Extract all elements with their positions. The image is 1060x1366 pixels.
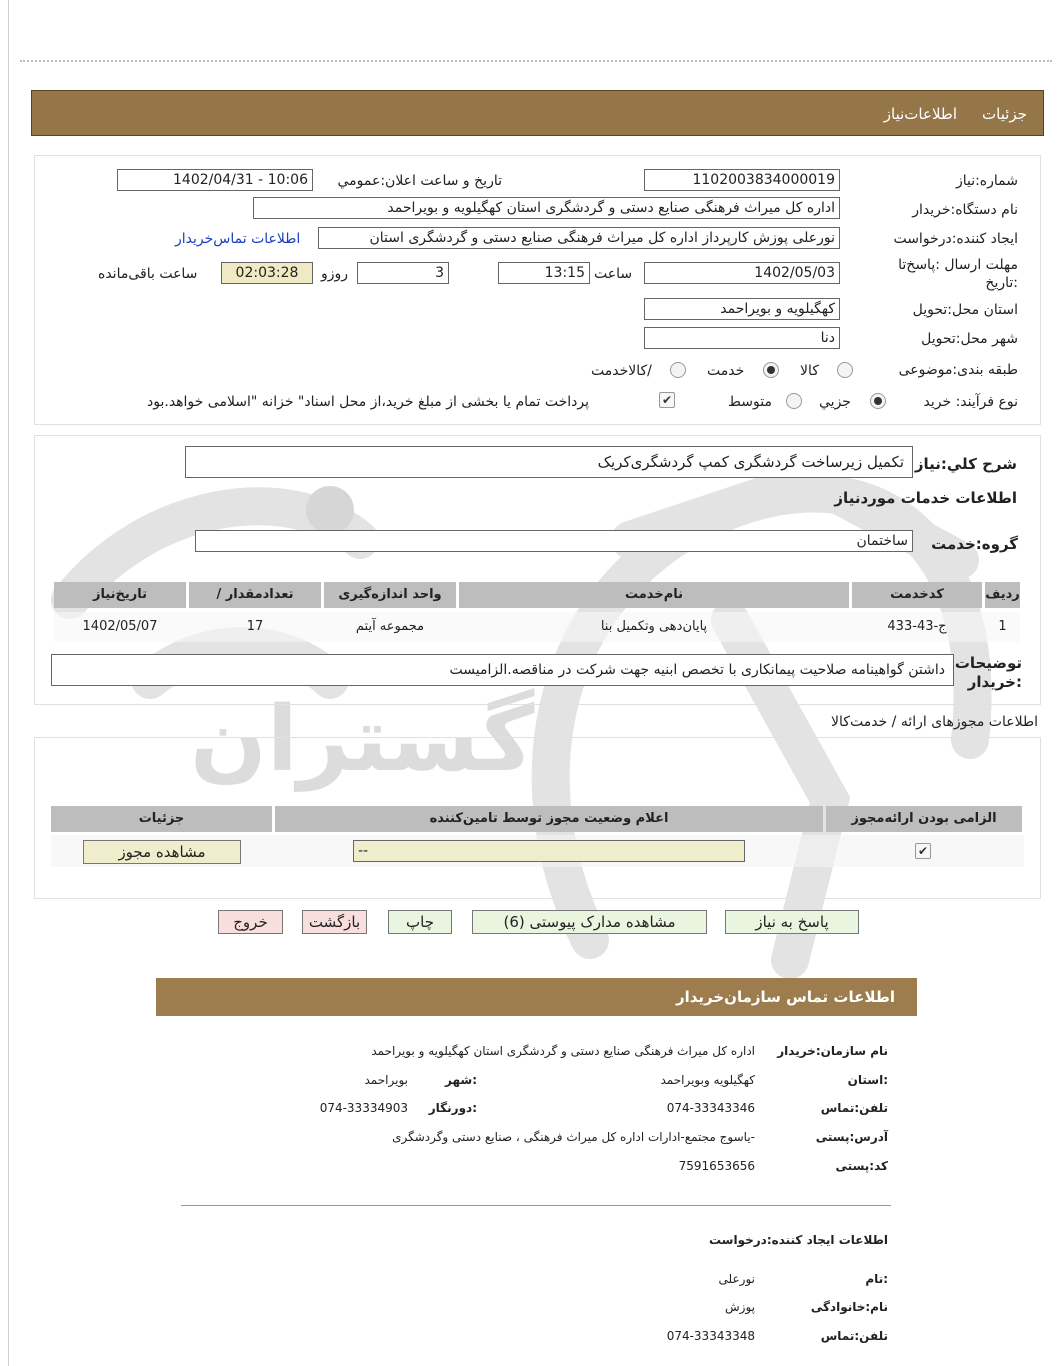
service-group-label: گروه:خدمت: [931, 535, 1018, 553]
creator-name-label: :نام: [865, 1272, 888, 1286]
creator-family-value: پوزش: [725, 1300, 755, 1314]
col-quantity: / تعدادمقدار: [189, 582, 321, 608]
buyer-notes-label: توضیحات: [954, 654, 1022, 672]
process-partial-label: جزیي: [819, 394, 851, 410]
view-permit-button[interactable]: مشاهده مجوز: [83, 840, 241, 864]
remaining-time-field: 02:03:28: [221, 262, 313, 284]
announce-date-label: تاریخ و ساعت اعلان:عمومي: [337, 173, 502, 189]
page-header-bar: [31, 90, 1044, 136]
col-row-number: ردیف: [985, 582, 1020, 608]
page-left-border: [8, 0, 9, 1366]
back-button[interactable]: بازگشت: [302, 910, 367, 934]
contact-org-label: نام سازمان:خریدار: [777, 1044, 888, 1058]
announce-date-field: 1402/04/31 - 10:06: [117, 169, 313, 191]
contact-city-label: :شهر: [445, 1073, 477, 1087]
col-permit-required: الزامی بودن ارائه‌مجوز: [826, 806, 1022, 832]
col-permit-details: جزئیات: [51, 806, 272, 832]
contact-org-value: اداره کل میراث فرهنگی صنایع دستی و گردشگری استان کهگیلویه و بویراحمد: [371, 1044, 755, 1058]
buyer-contact-link[interactable]: اطلاعات تماس‌خریدار: [175, 231, 301, 247]
creator-info-heading: اطلاعات ایجاد کننده:درخواست: [708, 1233, 888, 1247]
category-goods-service-radio[interactable]: [670, 362, 686, 378]
contact-phone-label: تلفن:تماس: [820, 1101, 888, 1115]
delivery-city-label: شهر محل:تحویل: [921, 331, 1018, 347]
permit-status-field: --: [353, 840, 745, 862]
attachments-button[interactable]: مشاهده مدارک پیوستی (6): [472, 910, 707, 934]
tab-details[interactable]: جزئیات: [982, 105, 1027, 123]
contact-postal-value: 7591653656: [678, 1159, 755, 1173]
contact-address-label: آدرس:پستی: [815, 1130, 888, 1144]
payment-note-label: پرداخت تمام یا بخشی از مبلغ خرید،از محل اسناد" خزانه "اسلامی خواهد.بود: [147, 394, 590, 410]
contact-fax-label: :دورنگار: [428, 1101, 477, 1115]
category-goods-radio[interactable]: [837, 362, 853, 378]
contact-bar: [156, 978, 917, 1016]
need-info-panel: [34, 155, 1041, 425]
contact-phone-value: 074-33343346: [666, 1101, 755, 1115]
category-goods-service-label: /کالاخدمت: [591, 363, 652, 379]
creator-phone-value: 074-33343348: [666, 1329, 755, 1343]
buyer-notes-field: داشتن گواهینامه صلاحیت پیمانکاری با تخصص ابنیه جهت شرکت در مناقصه.الزامیست: [51, 654, 954, 686]
deadline-label-date: :تاریخ: [985, 275, 1018, 291]
deadline-label: مهلت ارسال :پاسخ‌تا: [898, 257, 1018, 273]
need-number-label: شماره:نیاز: [955, 173, 1018, 189]
deadline-time-field: 13:15: [498, 262, 590, 284]
creator-name-value: نورعلی: [718, 1272, 755, 1286]
delivery-province-label: استان محل:تحویل: [912, 302, 1018, 318]
delivery-province-field: کهگیلویه و بویراحمد: [644, 298, 840, 320]
permit-required-checkbox: ✔: [915, 843, 931, 859]
contact-province-value: کهگیلویه وبویراحمد: [660, 1073, 755, 1087]
creator-family-label: نام:خانوادگی: [810, 1300, 888, 1314]
contact-divider: [181, 1205, 891, 1206]
watermark-text: گستران: [190, 687, 535, 792]
process-medium-radio[interactable]: [786, 393, 802, 409]
need-number-field: 1102003834000019: [644, 169, 840, 191]
category-service-label: خدمت: [707, 363, 745, 379]
need-title-field: تکمیل زیرساخت گردشگری کمپ گردشگری‌کریک: [185, 446, 913, 478]
cell-service-name: پایان‌دهی وتکمیل بنا: [600, 619, 708, 634]
category-goods-label: کالا: [800, 363, 819, 379]
cell-need-date: 1402/05/07: [82, 619, 158, 634]
creator-field: نورعلی پوزش کارپرداز اداره کل میراث فرهنگی صنایع دستی و گردشگری استان: [318, 227, 840, 249]
category-service-radio[interactable]: [763, 362, 779, 378]
col-permit-status: اعلام وضعیت مجوز توسط تامین‌کننده: [275, 806, 823, 832]
reply-button[interactable]: پاسخ به نیاز: [725, 910, 859, 934]
tab-need-info[interactable]: اطلاعات‌نیاز: [883, 105, 957, 123]
process-type-label: نوع فرآیند: خرید: [923, 394, 1018, 410]
cell-quantity: 17: [246, 619, 264, 634]
deadline-time-label: ساعت: [594, 266, 633, 282]
col-service-code: کدخدمت: [852, 582, 982, 608]
print-button[interactable]: چاپ: [388, 910, 452, 934]
top-dotted-divider: [20, 60, 1052, 62]
creator-label: ایجاد کننده:درخواست: [893, 231, 1018, 247]
delivery-city-field: دنا: [644, 327, 840, 349]
permits-heading: اطلاعات مجوزهای ارائه / خدمت‌کالا: [831, 714, 1038, 730]
buyer-notes-label-2: :خریدار: [967, 673, 1022, 691]
cell-service-code: ج-43-433: [887, 619, 947, 634]
deadline-date-field: 1402/05/03: [644, 262, 840, 284]
need-title-label: شرح کلي:نیاز: [914, 455, 1017, 473]
days-remaining-field: 3: [357, 262, 449, 284]
col-unit: واحد اندازه‌گیری: [324, 582, 456, 608]
contact-province-label: :استان: [847, 1073, 888, 1087]
creator-phone-label: تلفن:تماس: [820, 1329, 888, 1343]
days-label: روزو: [321, 266, 349, 282]
col-need-date: تاریخ‌نیاز: [54, 582, 186, 608]
remaining-time-label: ساعت باقی‌مانده: [98, 266, 198, 282]
process-medium-label: متوسط: [728, 394, 772, 410]
contact-address-value: -یاسوج مجتمع-ادارات اداره کل میراث فرهنگی ، صنایع دستی وگردشگری: [392, 1130, 755, 1144]
payment-note-checkbox[interactable]: ✔: [659, 392, 675, 408]
contact-postal-label: کد:پستی: [835, 1159, 888, 1173]
cell-unit: مجموعه آیتم: [355, 619, 425, 634]
buyer-org-field: اداره کل میراث فرهنگی صنایع دستی و گردشگری استان کهگیلویه و بویراحمد: [253, 197, 840, 219]
service-group-field: ساختمان: [195, 530, 913, 552]
cell-row-number: 1: [998, 619, 1007, 634]
contact-city-value: بویراحمد: [364, 1073, 408, 1087]
buyer-org-label: نام دستگاه:خریدار: [912, 202, 1018, 218]
category-label: طبقه بندی:موضوعی: [898, 362, 1018, 378]
contact-fax-value: 074-33334903: [319, 1101, 408, 1115]
process-partial-radio[interactable]: [870, 393, 886, 409]
exit-button[interactable]: خروج: [218, 910, 283, 934]
services-heading: اطلاعات خدمات موردنیاز: [834, 489, 1017, 507]
contact-bar-title: اطلاعات تماس سازمان‌خریدار: [675, 988, 895, 1006]
col-service-name: نام‌خدمت: [459, 582, 849, 608]
table-row: [54, 612, 1020, 642]
